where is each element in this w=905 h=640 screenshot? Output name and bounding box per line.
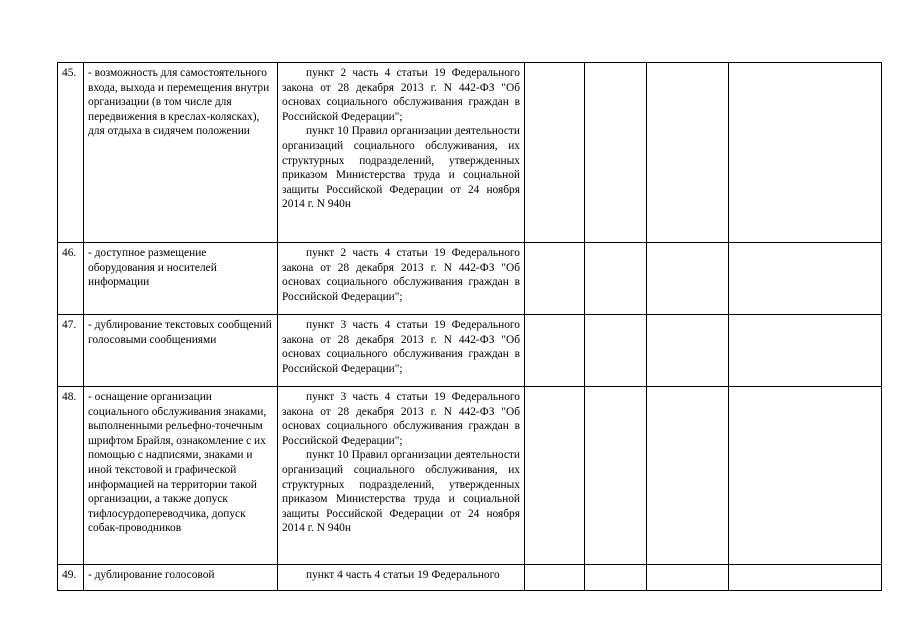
legal-basis-paragraph: пункт 2 часть 4 статьи 19 Федерального закона от 28 декабря 2013 г. N 442-ФЗ "Об основах социального обслуживания граждан в Российской Федерации"; bbox=[282, 67, 520, 123]
empty-cell bbox=[525, 315, 585, 387]
row-number: 45. bbox=[58, 63, 84, 243]
row-number: 48. bbox=[58, 387, 84, 565]
empty-cell bbox=[729, 387, 882, 565]
table-row bbox=[58, 315, 882, 387]
legal-basis-paragraph: пункт 3 часть 4 статьи 19 Федерального закона от 28 декабря 2013 г. N 442-ФЗ "Об основах социального обслуживания граждан в Российской Федерации"; bbox=[282, 319, 520, 375]
legal-basis bbox=[278, 387, 525, 565]
requirement-description: - дублирование голосовой bbox=[84, 565, 278, 591]
row-number: 47. bbox=[58, 315, 84, 387]
requirement-description: - доступное размещение оборудования и носителей информации bbox=[84, 243, 278, 315]
empty-cell bbox=[647, 387, 729, 565]
legal-basis bbox=[278, 315, 525, 387]
requirements-table bbox=[57, 62, 882, 591]
table-row bbox=[58, 63, 882, 243]
requirement-description: - возможность для самостоятельного входа, выхода и перемещения внутри организации (в том числе для передвижения в креслах-колясках), для отдыха в сидячем положении bbox=[84, 63, 278, 243]
empty-cell bbox=[729, 243, 882, 315]
empty-cell bbox=[647, 315, 729, 387]
legal-basis-paragraph: пункт 10 Правил организации деятельности организаций социального обслуживания, их структурных подразделений, утвержденных приказом Министерства труда и социальной защиты Российской Федерации от 24 ноября 2014 г. N 940н bbox=[282, 449, 520, 535]
empty-cell bbox=[729, 315, 882, 387]
empty-cell bbox=[647, 63, 729, 243]
requirement-description: - дублирование текстовых сообщений голосовыми сообщениями bbox=[84, 315, 278, 387]
empty-cell bbox=[585, 243, 647, 315]
empty-cell bbox=[525, 63, 585, 243]
table-row bbox=[58, 243, 882, 315]
empty-cell bbox=[585, 63, 647, 243]
empty-cell bbox=[729, 565, 882, 591]
legal-basis bbox=[278, 63, 525, 243]
table-row bbox=[58, 565, 882, 591]
empty-cell bbox=[525, 565, 585, 591]
empty-cell bbox=[585, 565, 647, 591]
empty-cell bbox=[729, 63, 882, 243]
legal-basis-paragraph: пункт 3 часть 4 статьи 19 Федерального закона от 28 декабря 2013 г. N 442-ФЗ "Об основах социального обслуживания граждан в Российской Федерации"; bbox=[282, 391, 520, 447]
empty-cell bbox=[525, 387, 585, 565]
legal-basis bbox=[278, 243, 525, 315]
row-number: 46. bbox=[58, 243, 84, 315]
row-number: 49. bbox=[58, 565, 84, 591]
legal-basis-paragraph: пункт 10 Правил организации деятельности организаций социального обслуживания, их структурных подразделений, утвержденных приказом Министерства труда и социальной защиты Российской Федерации от 24 ноября 2014 г. N 940н bbox=[282, 125, 520, 211]
empty-cell bbox=[525, 243, 585, 315]
table-row bbox=[58, 387, 882, 565]
legal-basis bbox=[278, 565, 525, 591]
empty-cell bbox=[647, 565, 729, 591]
empty-cell bbox=[647, 243, 729, 315]
empty-cell bbox=[585, 315, 647, 387]
legal-basis-paragraph: пункт 2 часть 4 статьи 19 Федерального закона от 28 декабря 2013 г. N 442-ФЗ "Об основах социального обслуживания граждан в Российской Федерации"; bbox=[282, 247, 520, 303]
legal-basis-paragraph: пункт 4 часть 4 статьи 19 Федерального bbox=[306, 569, 500, 581]
empty-cell bbox=[585, 387, 647, 565]
requirement-description: - оснащение организации социального обслуживания знаками, выполненными рельефно-точечным шрифтом Брайля, ознакомление с их помощью с надписями, знаками и иной текстовой и графической информацией на территории такой организации, а также допуск тифлосурдопереводчика, допуск собак-проводников bbox=[84, 387, 278, 565]
